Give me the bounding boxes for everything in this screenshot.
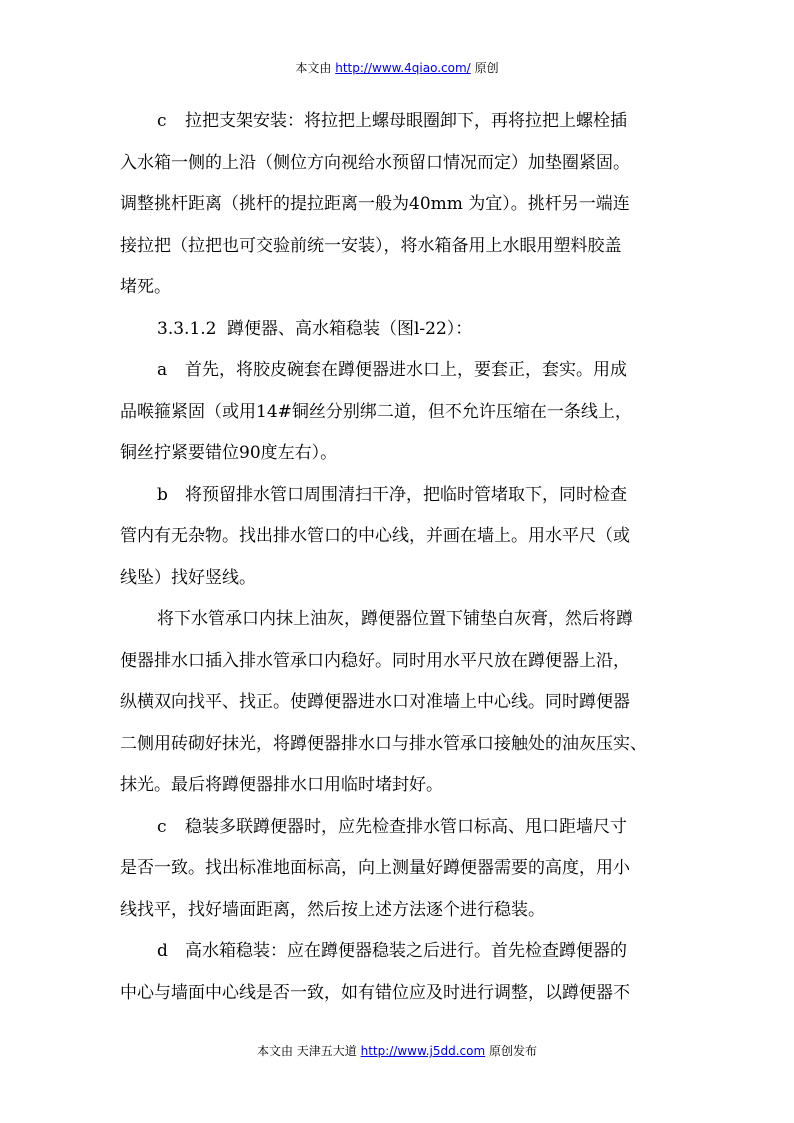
text-line: 3.3.1.2 蹲便器、高水箱稳装（图l-22）：: [120, 309, 680, 351]
paragraph: [120, 101, 680, 309]
text-line: 铜丝拧紧要错位90度左右）。: [120, 443, 338, 463]
text-line: 堵死。: [120, 277, 171, 297]
footer-link[interactable]: http://www.j5dd.com: [360, 1044, 486, 1058]
text-line: c 稳装多联蹲便器时，应先检查排水管口标高、甩口距墙尺寸: [120, 807, 680, 849]
paragraph: [120, 931, 680, 1014]
header-suffix: 原创: [474, 61, 499, 75]
text-line: 将下水管承口内抹上油灰，蹲便器位置下铺垫白灰膏，然后将蹲: [157, 609, 633, 629]
text-line: 抹光。最后将蹲便器排水口用临时堵封好。: [120, 775, 443, 795]
page-header: [0, 60, 794, 76]
text-line: 中心与墙面中心线是否一致，如有错位应及时进行调整，以蹲便器不: [120, 982, 630, 1003]
document-body: [120, 101, 680, 1014]
paragraph: [120, 599, 680, 807]
text-line: 线找平，找好墙面距离，然后按上述方法逐个进行稳装。: [120, 899, 545, 920]
paragraph: [120, 350, 680, 475]
text-line: 线坠）找好竖线。: [120, 567, 256, 588]
text-line: 便器排水口插入排水管承口内稳好。同时用水平尺放在蹲便器上沿，: [120, 650, 630, 671]
text-line: 接拉把（拉把也可交验前统一安装），将水箱备用上水眼用塑料胶盖: [120, 235, 622, 256]
text-line: 纵横双向找平、找正。使蹲便器进水口对准墙上中心线。同时蹲便器: [120, 692, 630, 712]
item-marker: b: [157, 484, 168, 505]
text-line: c 拉把支架安装：将拉把上螺母眼圈卸下，再将拉把上螺栓插: [120, 101, 680, 143]
item-marker: c: [157, 111, 167, 131]
text-line: 是否一致。找出标准地面标高，向上测量好蹲便器需要的高度，用小: [120, 858, 630, 878]
text-line: 二侧用砖砌好抹光，将蹲便器排水口与排水管承口接触处的油灰压实、: [120, 733, 647, 754]
page-footer: [0, 1043, 794, 1059]
footer-prefix: 本文由 天津五大道: [256, 1044, 357, 1058]
header-prefix: 本文由: [295, 61, 332, 75]
text-line: 品喉箍紧固（或用14#铜丝分别绑二道，但不允许压缩在一条线上，: [120, 401, 632, 422]
item-marker: c: [157, 816, 167, 837]
header-link[interactable]: http://www.4qiao.com/: [335, 61, 471, 75]
text-line: b 将预留排水管口周围清扫干净，把临时管堵取下，同时检查: [120, 475, 680, 517]
text-line: a 首先，将胶皮碗套在蹲便器进水口上，要套正，套实。用成: [120, 350, 680, 392]
footer-suffix: 原创发布: [489, 1044, 538, 1058]
text-line: 管内有无杂物。找出排水管口的中心线，并画在墙上。用水平尺（或: [120, 526, 630, 546]
text-line: 入水箱一侧的上沿（侧位方向视给水预留口情况而定）加垫圈紧固。: [120, 152, 630, 173]
paragraph: [120, 475, 680, 600]
section-heading: [120, 309, 680, 351]
text-line: 调整挑杆距离（挑杆的提拉距离一般为40mm 为宜）。挑杆另一端连: [120, 194, 630, 214]
item-marker: a: [157, 360, 168, 380]
paragraph: [120, 807, 680, 932]
text-line: d 高水箱稳装：应在蹲便器稳装之后进行。首先检查蹲便器的: [120, 931, 680, 973]
item-marker: d: [157, 941, 168, 961]
section-number: 3.3.1.2: [157, 318, 217, 339]
